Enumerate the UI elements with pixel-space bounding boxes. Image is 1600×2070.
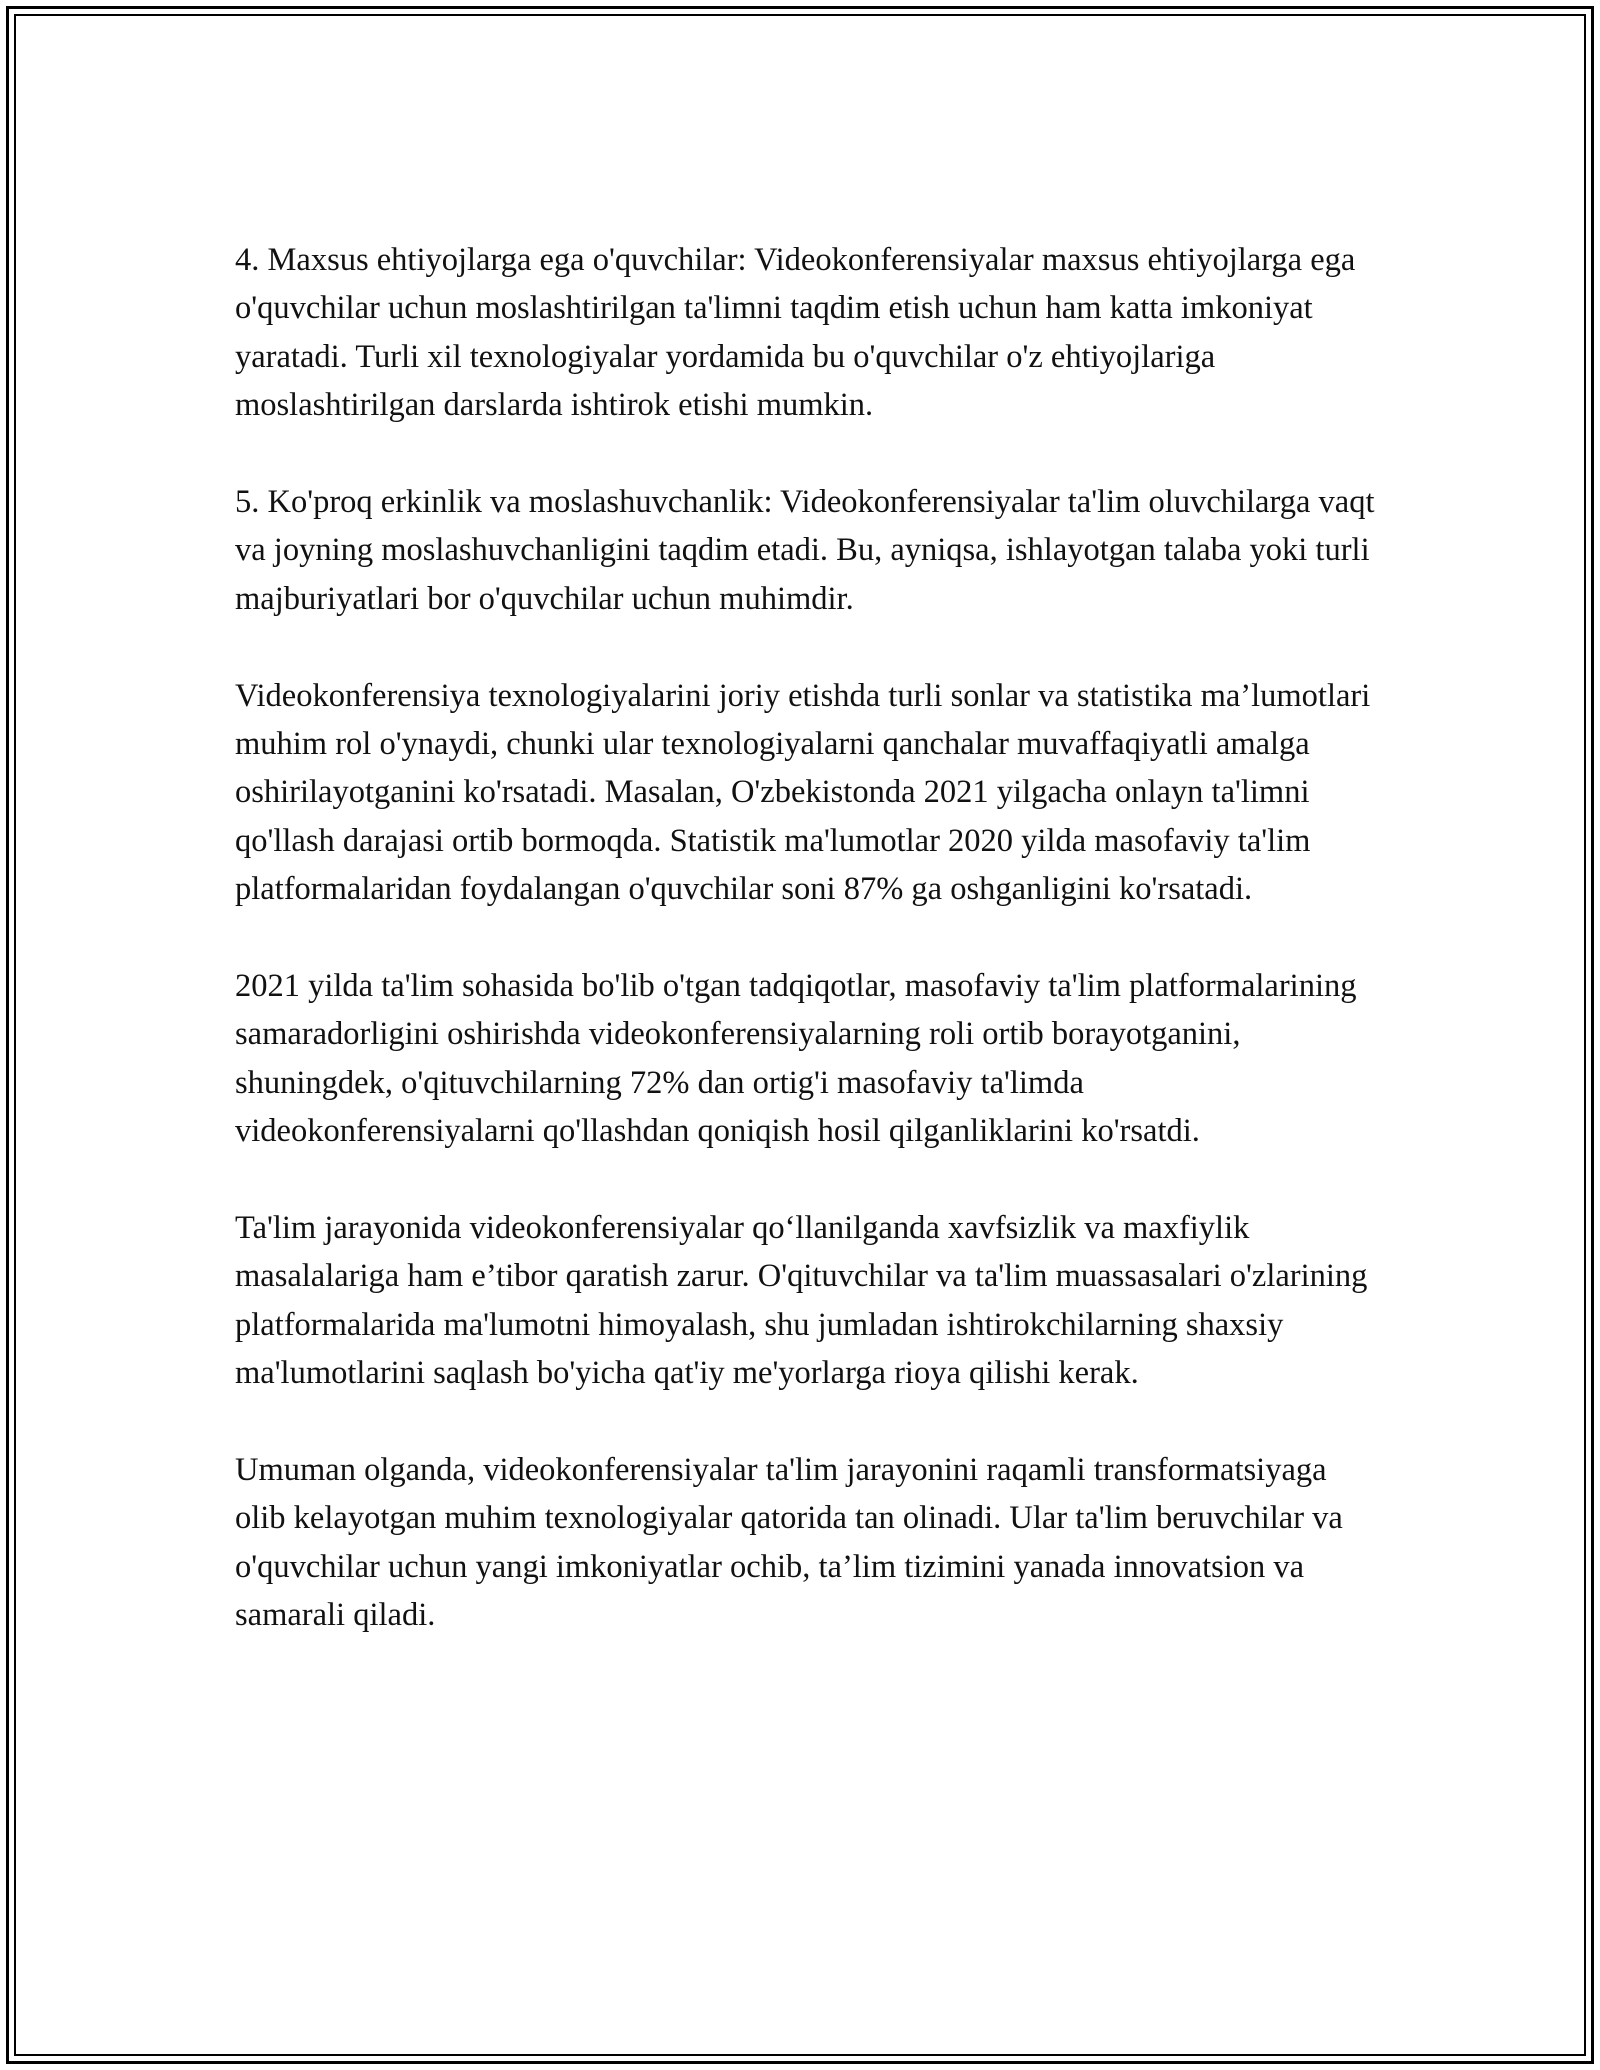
paragraph-security: Ta'lim jarayonida videokonferensiyalar qo‘llanilganda xavfsizlik va maxfiylik masalalariga ham e’tibor qaratish zarur. O'qituvchilar va ta'lim muassasalari o'zlarining platformalarida ma'lumotni himoyalash, shu jumladan ishtirokchilarning shaxsiy ma'lumotlarini saqlash bo'yicha qat'iy me'yorlarga rioya qilishi kerak. bbox=[235, 1210, 1368, 1392]
paragraph-flexibility: 5. Ko'proq erkinlik va moslashuvchanlik: Videokonferensiyalar ta'lim oluvchilarga vaqt va joyning moslashuvchanligini taqdim etadi. Bu, ayniqsa, ishlayotgan talaba yoki turli majburiyatlari bor o'quvchilar uchun muhimdir. bbox=[235, 484, 1375, 617]
paragraph-special-needs: 4. Maxsus ehtiyojlarga ega o'quvchilar: Videokonferensiyalar maxsus ehtiyojlarga ega o'quvchilar uchun moslashtirilgan ta'limni taqdim etish uchun ham katta imkoniyat yaratadi. Turli xil texnologiyalar yordamida bu o'quvchilar o'z ehtiyojlariga moslashtirilgan darslarda ishtirok etishi mumkin. bbox=[235, 242, 1356, 424]
paragraph-conclusion: Umuman olganda, videokonferensiyalar ta'lim jarayonini raqamli transformatsiyaga olib kelayotgan muhim texnologiyalar qatorida tan olinadi. Ular ta'lim beruvchilar va o'quvchilar uchun yangi imkoniyatlar ochib, ta’lim tizimini yanada innovatsion va samarali qiladi. bbox=[235, 1452, 1343, 1634]
paragraph-statistics: Videokonferensiya texnologiyalarini joriy etishda turli sonlar va statistika ma’lumotlari muhim rol o'ynaydi, chunki ular texnologiyalarni qanchalar muvaffaqiyatli amalga oshirilayotganini ko'rsatadi. Masalan, O'zbekistonda 2021 yilgacha onlayn ta'limni qo'llash darajasi ortib bormoqda. Statistik ma'lumotlar 2020 yilda masofaviy ta'lim platformalaridan foydalangan o'quvchilar soni 87% ga oshganligini ko'rsatadi. bbox=[235, 677, 1371, 908]
paragraph-research-2021: 2021 yilda ta'lim sohasida bo'lib o'tgan tadqiqotlar, masofaviy ta'lim platformalarining samaradorligini oshirishda videokonferensiyalarning roli ortib borayotganini, shuningdek, o'qituvchilarning 72% dan ortig'i masofaviy ta'limda videokonferensiyalarni qo'llashdan qoniqish hosil qilganliklarini ko'rsatdi. bbox=[235, 968, 1357, 1150]
document-body bbox=[235, 236, 1375, 1688]
